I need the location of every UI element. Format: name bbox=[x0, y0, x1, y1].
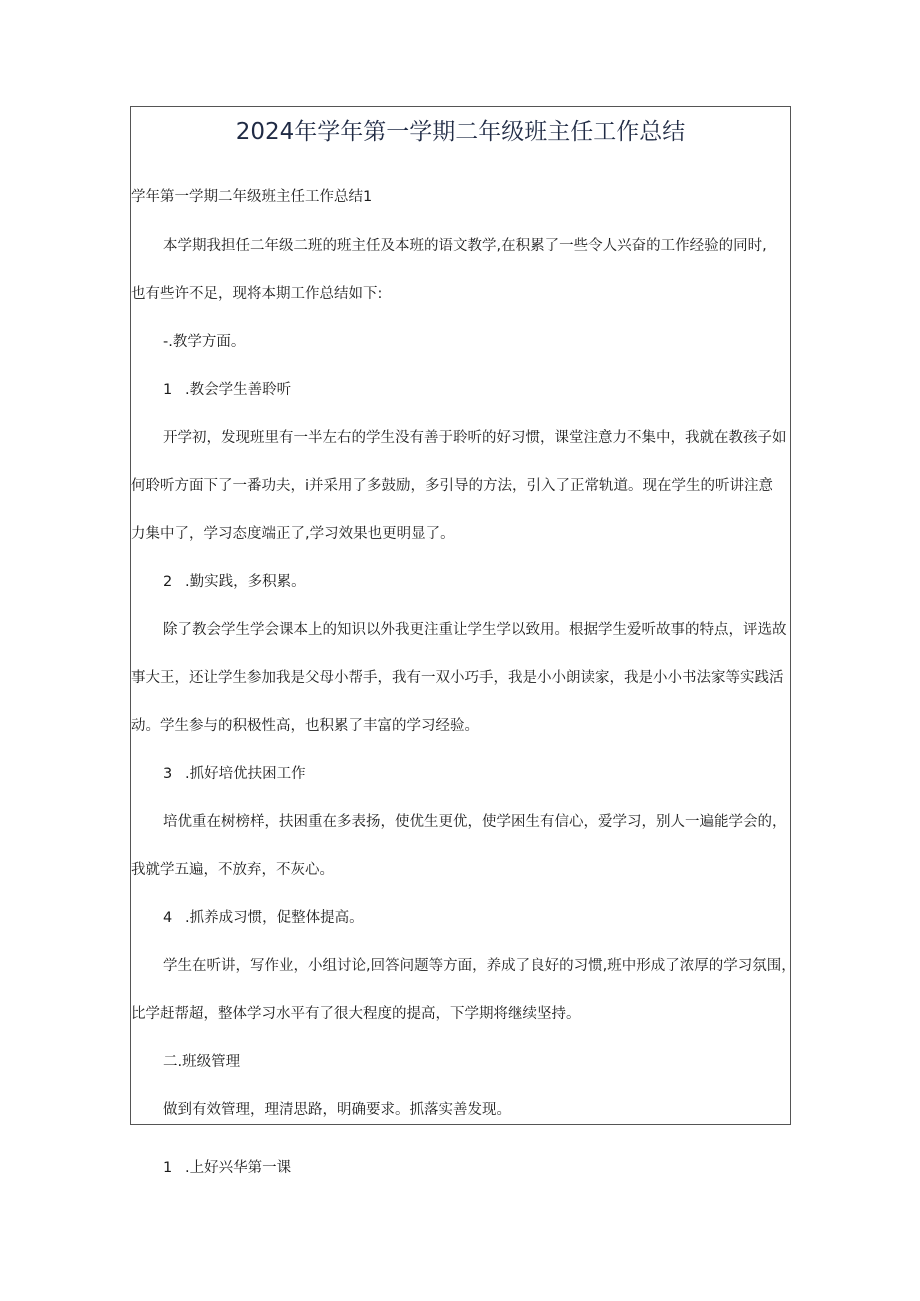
paragraph-line: 比学赶帮超，整体学习水平有了很大程度的提高，下学期将继续坚持。 bbox=[131, 1006, 581, 1022]
paragraph-line: 事大王，还让学生参加我是父母小帮手，我有一双小巧手，我是小小朗读家，我是小小书法家等实践活 bbox=[131, 670, 784, 686]
paragraph-line: 除了教会学生学会课本上的知识以外我更注重让学生学以致用。根据学生爱听故事的特点，评选故 bbox=[163, 622, 787, 638]
list-item bbox=[163, 764, 306, 784]
item-number: 4 bbox=[163, 910, 173, 926]
list-item bbox=[163, 572, 306, 592]
item-text: .勤实践，多积累。 bbox=[185, 574, 306, 590]
paragraph-line: 力集中了，学习态度端正了,学习效果也更明显了。 bbox=[131, 526, 455, 542]
paragraph-line: 做到有效管理，理清思路，明确要求。抓落实善发现。 bbox=[163, 1102, 511, 1118]
item-number: 2 bbox=[163, 574, 173, 590]
paragraph-line: 动。学生参与的积极性高，也积累了丰富的学习经验。 bbox=[131, 718, 479, 734]
section-heading: 二.班级管理 bbox=[163, 1054, 241, 1070]
section-heading: -.教学方面。 bbox=[163, 334, 246, 350]
item-text: .抓好培优扶困工作 bbox=[185, 766, 306, 782]
item-number: 1 bbox=[163, 382, 173, 398]
document-title: 2024年学年第一学期二年级班主任工作总结 bbox=[235, 119, 686, 145]
item-text: .抓养成习惯，促整体提高。 bbox=[185, 910, 364, 926]
paragraph-line: 学生在听讲，写作业，小组讨论,回答问题等方面，养成了良好的习惯,班中形成了浓厚的学习氛围， bbox=[163, 958, 796, 974]
paragraph-line: 开学初，发现班里有一半左右的学生没有善于聆听的好习惯，课堂注意力不集中，我就在教孩子如 bbox=[163, 430, 787, 446]
list-item bbox=[163, 380, 291, 400]
document-subtitle: 学年第一学期二年级班主任工作总结1 bbox=[131, 189, 373, 205]
paragraph-line: 何聆听方面下了一番功夫，i并采用了多鼓励，多引导的方法，引入了正常轨道。现在学生的听讲注意 bbox=[131, 478, 774, 494]
item-text: .教会学生善聆听 bbox=[185, 382, 292, 398]
list-item bbox=[163, 908, 364, 928]
paragraph-line: 也有些许不足，现将本期工作总结如下: bbox=[131, 286, 383, 302]
item-number: 3 bbox=[163, 766, 173, 782]
paragraph-line: 本学期我担任二年级二班的班主任及本班的语文教学,在积累了一些令人兴奋的工作经验的同时, bbox=[163, 238, 767, 254]
item-number: 1 bbox=[163, 1160, 173, 1176]
list-item bbox=[163, 1158, 291, 1178]
paragraph-line: 我就学五遍，不放弃，不灰心。 bbox=[131, 862, 334, 878]
item-text: .上好兴华第一课 bbox=[185, 1160, 292, 1176]
paragraph-line: 培优重在树榜样，扶困重在多表扬，使优生更优，使学困生有信心，爱学习，别人一遍能学会的， bbox=[163, 814, 787, 830]
